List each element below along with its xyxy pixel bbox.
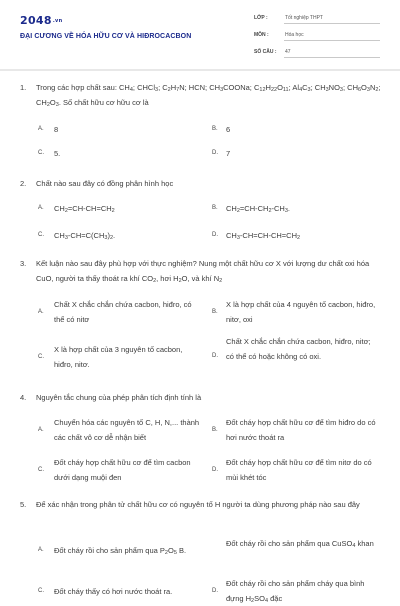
question-count-value: 47 <box>285 49 291 55</box>
question-text: Chất nào sau đây có đồng phân hình học <box>36 179 174 188</box>
question-number: 4. <box>20 393 27 402</box>
question-text: Nguyên tắc chung của phép phân tích định tính là <box>36 393 202 402</box>
question-1 <box>20 80 382 110</box>
header <box>0 0 400 72</box>
document-title: ĐẠI CƯƠNG VỀ HÓA HỮU CƠ VÀ HIĐROCACBON <box>20 33 192 40</box>
site-logo[interactable]: 2048.vn <box>20 14 63 27</box>
question-3 <box>20 256 382 286</box>
question-text: Trong các hợp chất sau: $CH_4$; CHCl$_3$; $C_2H_7N$; HCN; $CH_3COONa$; $C_{12}H_{22}O_{11}$; $Al_4C_3$; $CH_3NO_3$; $CH_6O_3N_2$; $CH_2O_3$. Số chất hữu cơ hữu cơ là <box>36 83 381 108</box>
question-number: 5. <box>20 500 27 509</box>
option-d[interactable]: D. Đốt cháy hợp chất hữu cơ để tìm nitơ do có mùi khét tóc <box>212 458 372 482</box>
class-underline <box>284 23 380 24</box>
option-c[interactable]: C. Đốt cháy hợp chất hữu cơ để tìm cacbon dưới dạng muội đen <box>38 458 191 482</box>
option-b[interactable]: B. X là hợp chất của 4 nguyên tố cacbon, hiđro, nitơ, oxi <box>212 300 376 324</box>
question-number: 1. <box>20 83 27 92</box>
subject-value: Hóa học <box>285 32 304 38</box>
subject-underline <box>284 40 380 41</box>
option-d[interactable]: D. Chất X chắc chắn chứa cacbon, hiđro, nitơ; có thể có hoặc không có oxi. <box>212 337 371 361</box>
question-4 <box>20 390 382 405</box>
question-number: 2. <box>20 179 27 188</box>
question-number: 3. <box>20 259 27 268</box>
option-b[interactable]: B. Đốt cháy hợp chất hữu cơ để tìm hiđro do có hơi nước thoát ra <box>212 418 376 442</box>
option-a[interactable]: A. Chuyển hóa các nguyên tố C, H, N,... thành các chất vô cơ dễ nhận biết <box>38 418 200 442</box>
option-c[interactable]: C. X là hợp chất của 3 nguyên tố cacbon, hiđro, nitơ. <box>38 345 183 369</box>
question-2 <box>20 176 382 191</box>
class-label: LỚP : <box>254 15 268 21</box>
option-a[interactable]: A. Chất X chắc chắn chứa cacbon, hiđro, có thể có nitơ <box>38 300 192 324</box>
question-count-underline <box>284 57 380 58</box>
question-text: Kết luận nào sau đây phù hợp với thực nghiệm? Nung một chất hữu cơ X với lượng dư chất oxi hóa CuO, người ta thấy thoát ra khí $CO_2$, hơi $H_2O$, và khí $N_2$ <box>36 259 370 284</box>
option-b[interactable]: Đốt cháy rồi cho sản phẩm qua CuSO$_4$ khan <box>226 539 374 549</box>
header-divider <box>0 69 400 71</box>
question-count-label: SỐ CÂU : <box>254 49 277 55</box>
question-5 <box>20 497 382 512</box>
class-value: Tốt nghiệp THPT <box>285 15 323 21</box>
question-text: Để xác nhận trong phân tử chất hữu cơ có nguyên tố H người ta dùng phương pháp nào sau đây <box>36 500 360 509</box>
subject-label: MÔN : <box>254 32 269 38</box>
option-d[interactable]: D. Đốt cháy rồi cho sản phẩm cháy qua bình đựng $H_2SO_4$ đặc <box>212 579 365 604</box>
